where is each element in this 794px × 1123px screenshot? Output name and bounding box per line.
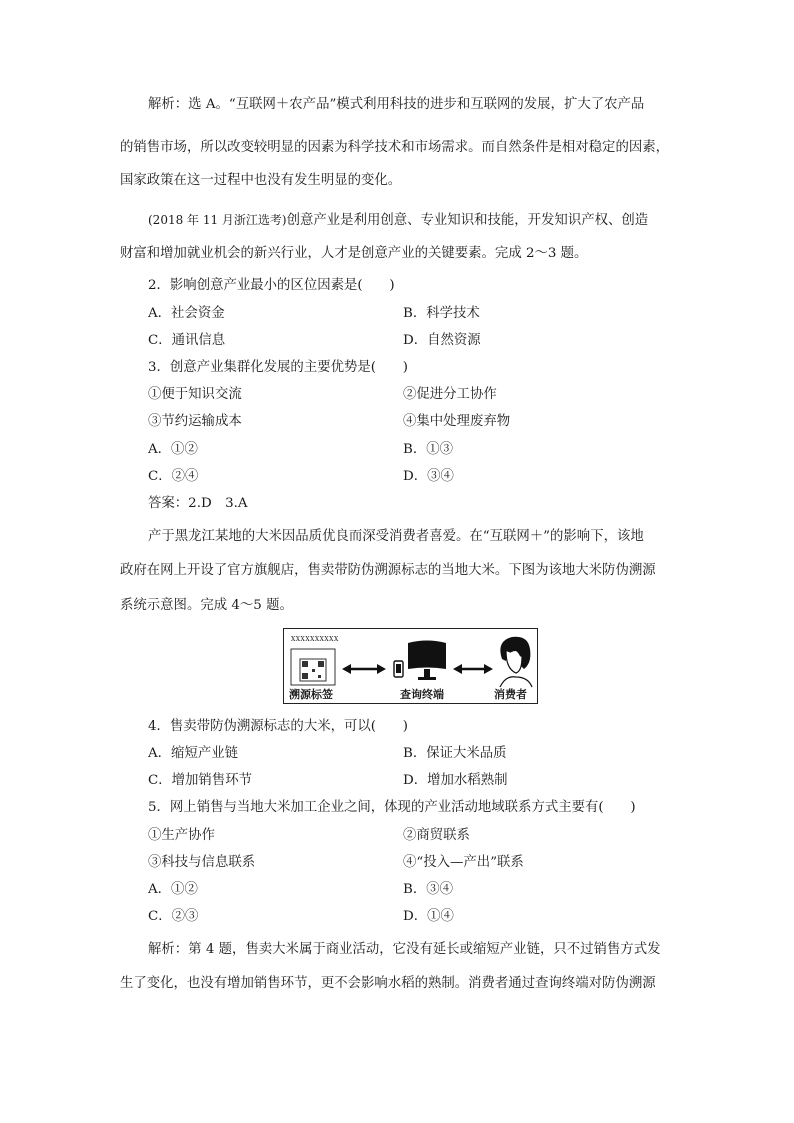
double-arrow-icon — [342, 664, 386, 674]
analysis-line-2: 的销售市场，所以改变较明显的因素为科学技术和市场需求。而自然条件是相对稳定的因素， — [120, 140, 670, 155]
intro1-text: 创意产业是利用创意、专业知识和技能，开发知识产权、创造 — [286, 213, 649, 228]
intro1-source: (2018 年 11 月浙江选考) — [148, 213, 287, 227]
q5-choice-2: ②商贸联系 — [403, 828, 470, 843]
label-query-terminal: 查询终端 — [400, 688, 444, 701]
q5-choice-4: ④“投入—产出”联系 — [403, 855, 524, 870]
intro2-line-3: 系统示意图。完成 4～5 题。 — [120, 598, 293, 613]
q3-choice-1: ①便于知识交流 — [148, 387, 242, 402]
phone-icon — [394, 661, 403, 677]
intro2-line-1: 产于黑龙江某地的大米因品质优良而深受消费者喜爱。在“互联网＋”的影响下，该地 — [148, 529, 644, 544]
analysis-line-1: 解析：选 A。“互联网＋农产品”模式利用科技的进步和互联网的发展，扩大了农产品 — [148, 97, 645, 112]
q3-option-a: A．①② — [148, 442, 198, 457]
q5-option-c: C．②③ — [148, 909, 199, 924]
analysis2-line-1: 解析：第 4 题，售卖大米属于商业活动，它没有延长或缩短产业链，只不过销售方式发 — [148, 942, 661, 957]
q5-option-d: D．①④ — [403, 909, 454, 924]
q5-option-b: B．③④ — [403, 882, 454, 897]
q3-stem: 3．创意产业集群化发展的主要优势是( ) — [148, 360, 408, 375]
q3-choice-3: ③节约运输成本 — [148, 414, 242, 429]
double-arrow-icon — [453, 664, 493, 674]
intro2-line-2: 政府在网上开设了官方旗舰店，售卖带防伪溯源标志的当地大米。下图为该地大米防伪溯源 — [120, 563, 656, 578]
intro1-line-1 — [148, 211, 648, 230]
tag-caption: XXXXXXXXXX — [291, 636, 339, 643]
q4-option-c: C．增加销售环节 — [148, 773, 252, 788]
intro1-line-2: 财富和增加就业机会的新兴行业，人才是创意产业的关键要素。完成 2～3 题。 — [120, 246, 588, 261]
q4-option-b: B．保证大米品质 — [403, 746, 507, 761]
q3-choice-2: ②促进分工协作 — [403, 387, 497, 402]
q2-stem: 2．影响创意产业最小的区位因素是( ) — [148, 278, 395, 293]
q5-choice-3: ③科技与信息联系 — [148, 855, 256, 870]
label-consumer: 消费者 — [494, 688, 527, 701]
q2-option-d: D．自然资源 — [403, 333, 481, 348]
q4-stem: 4．售卖带防伪溯源标志的大米，可以( ) — [148, 719, 408, 734]
q3-option-b: B．①③ — [403, 442, 454, 457]
q3-option-d: D．③④ — [403, 469, 454, 484]
q2-option-c: C．通讯信息 — [148, 333, 226, 348]
q2-option-a: A．社会资金 — [148, 306, 225, 321]
label-trace-tag: 溯源标签 — [289, 688, 333, 701]
q5-option-a: A．①② — [148, 882, 198, 897]
consumer-icon — [500, 637, 532, 687]
q3-option-c: C．②④ — [148, 469, 199, 484]
q4-option-a: A．缩短产业链 — [148, 746, 239, 761]
q5-choice-1: ①生产协作 — [148, 828, 215, 843]
analysis2-line-2: 生了变化，也没有增加销售环节，更不会影响水稻的熟制。消费者通过查询终端对防伪溯源 — [120, 976, 656, 991]
q3-choice-4: ④集中处理废弃物 — [403, 414, 511, 429]
q5-stem: 5．网上销售与当地大米加工企业之间，体现的产业活动地域联系方式主要有( ) — [148, 800, 636, 815]
answer-line: 答案：2.D 3.A — [148, 496, 248, 511]
q4-option-d: D．增加水稻熟制 — [403, 773, 508, 788]
traceability-diagram — [283, 628, 538, 704]
monitor-icon — [408, 641, 446, 681]
trace-tag-icon — [291, 649, 335, 685]
q2-option-b: B．科学技术 — [403, 306, 480, 321]
analysis-line-3: 国家政策在这一过程中也没有发生明显的变化。 — [120, 173, 402, 188]
